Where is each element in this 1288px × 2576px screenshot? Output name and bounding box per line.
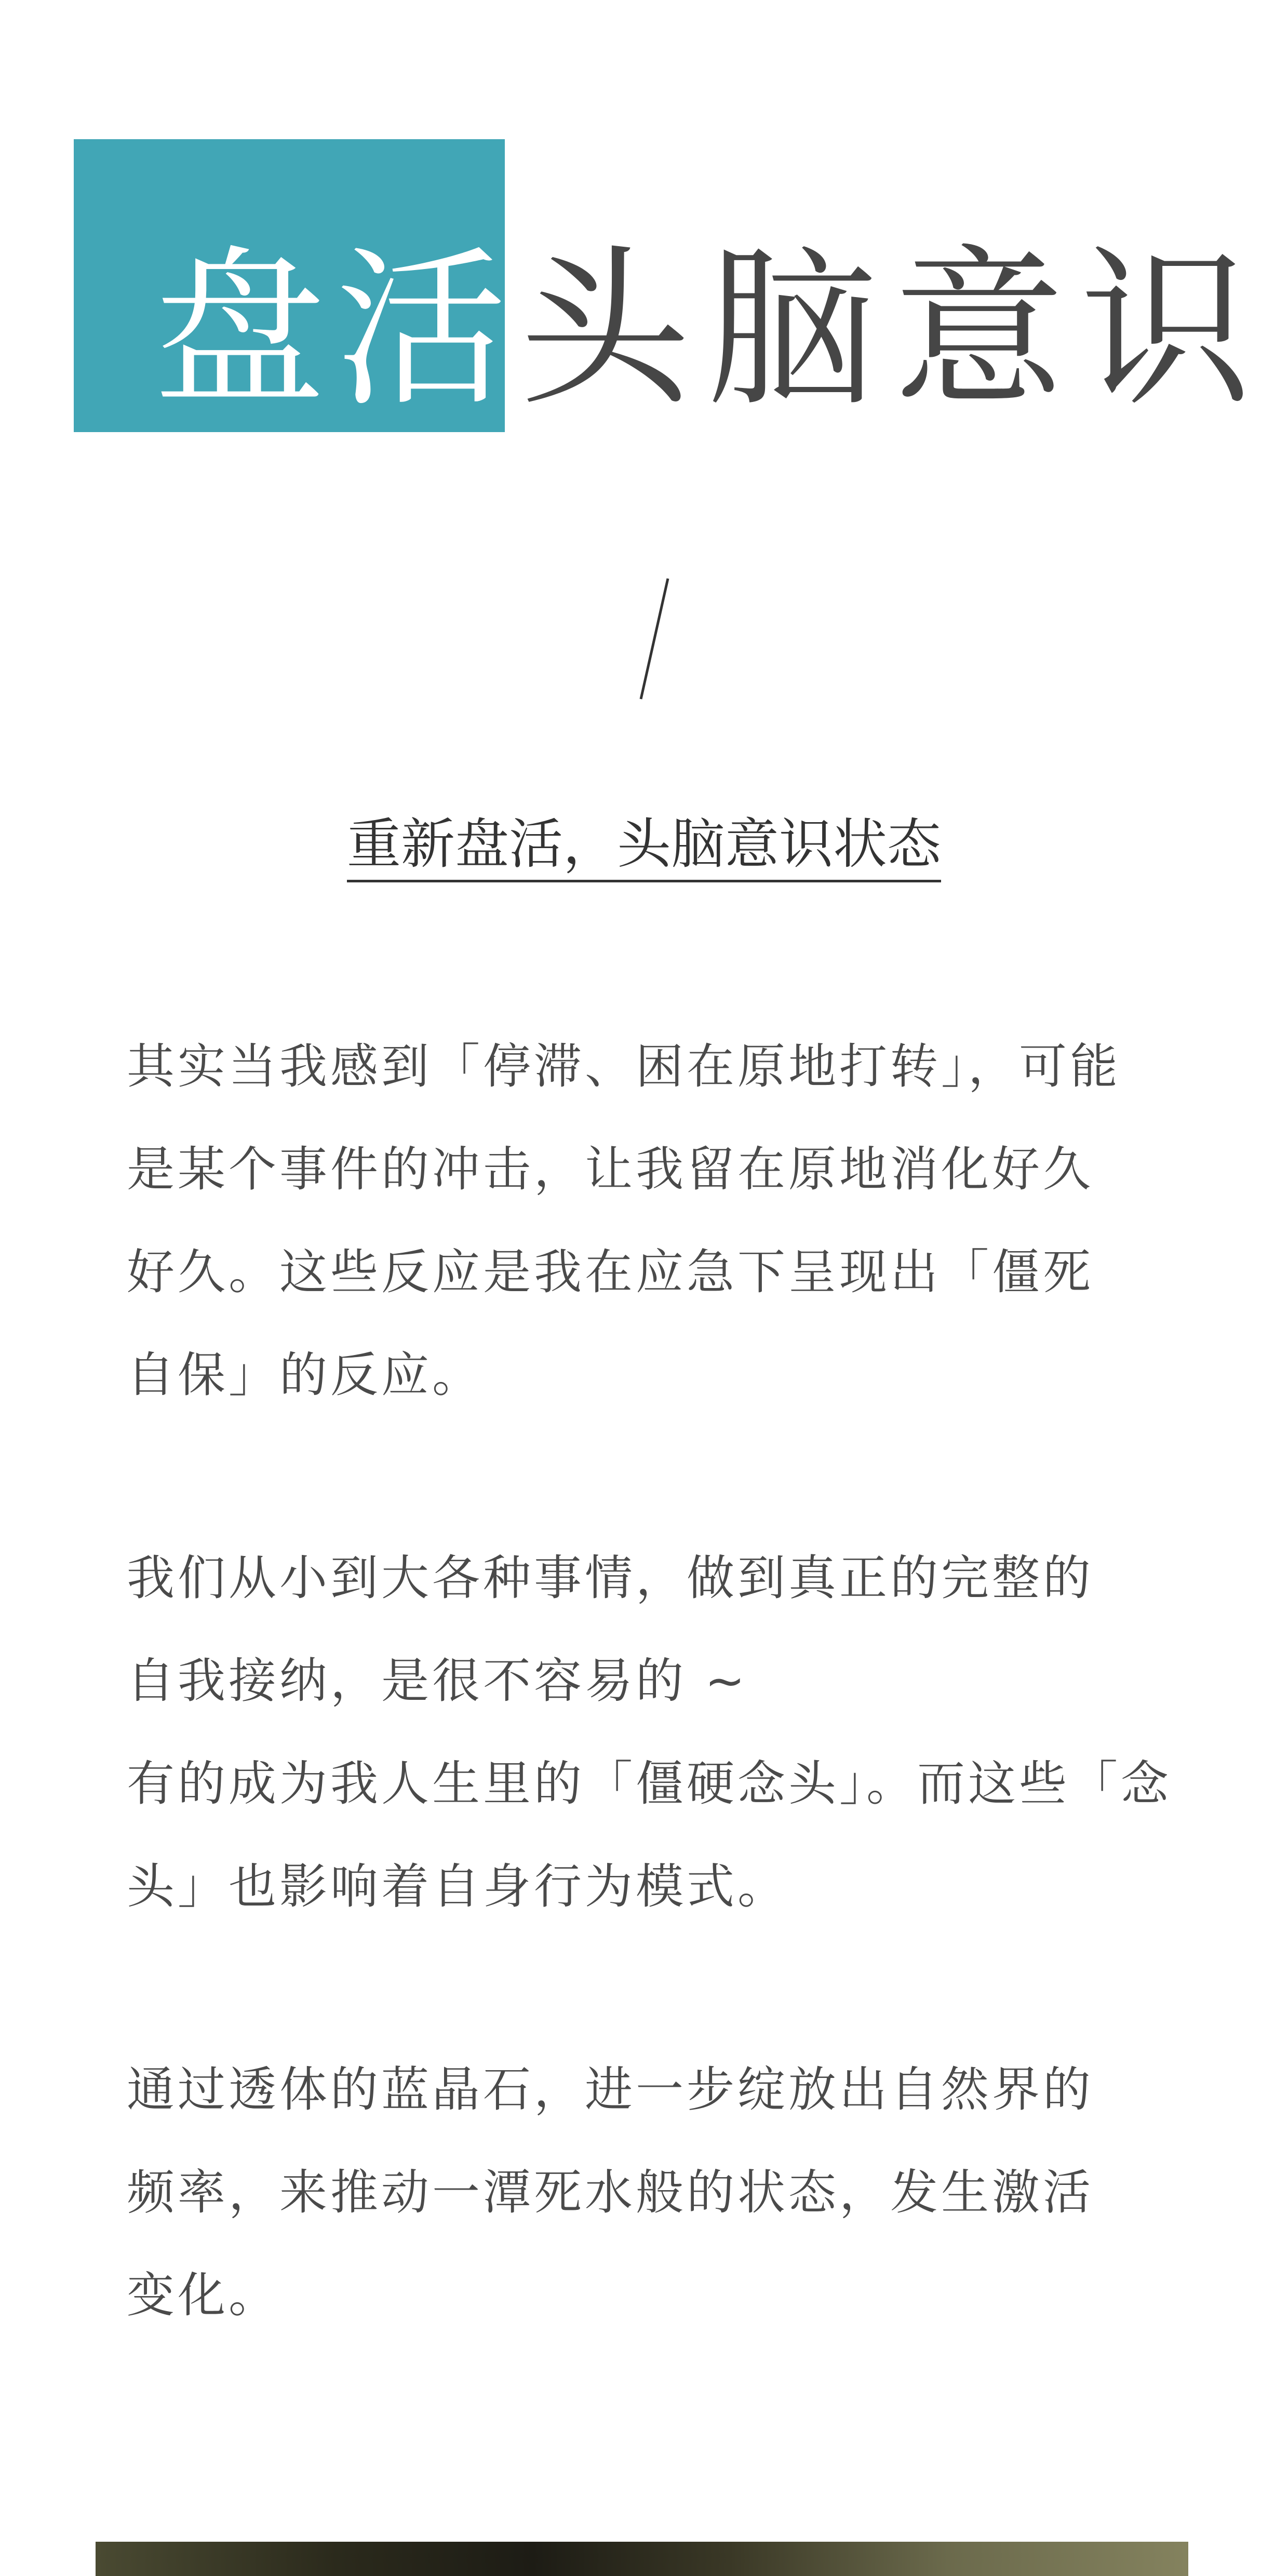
paragraph-line: 有的成为我人生里的「僵硬念头」。而这些「念 [127,1756,1172,1812]
page-title-rest: 头脑意识 [519,230,1267,430]
paragraph-line: 其实当我感到「停滞、困在原地打转」，可能 [127,1039,1121,1094]
paragraph-line: 自保」的反应。 [127,1347,484,1403]
paragraph-3 [127,2038,1165,2347]
paragraph-line: 变化。 [127,2268,280,2323]
paragraph-line: 好久。这些反应是我在应急下呈现出「僵死 [127,1244,1094,1300]
paragraph-line: 头」也影响着自身行为模式。 [127,1859,789,1914]
paragraph-1 [127,1015,1165,1427]
paragraph-line: 通过透体的蓝晶石，进一步绽放出自然界的 [127,2062,1094,2117]
paragraph-line: 频率，来推动一潭死水般的状态，发生激活 [127,2165,1094,2220]
paragraph-line: 自我接纳，是很不容易的 ~ [127,1653,748,1709]
subtitle-text: 重新盘活，头脑意识状态 [347,812,941,882]
slash-divider [639,576,670,701]
paragraph-line: 是某个事件的冲击，让我留在原地消化好久 [127,1142,1094,1197]
section-subtitle [0,810,1288,878]
page-title-highlight: 盘活 [154,230,517,430]
photo-preview [96,2542,1188,2576]
paragraph-2 [127,1527,1172,1938]
paragraph-line: 我们从小到大各种事情，做到真正的完整的 [127,1550,1094,1606]
